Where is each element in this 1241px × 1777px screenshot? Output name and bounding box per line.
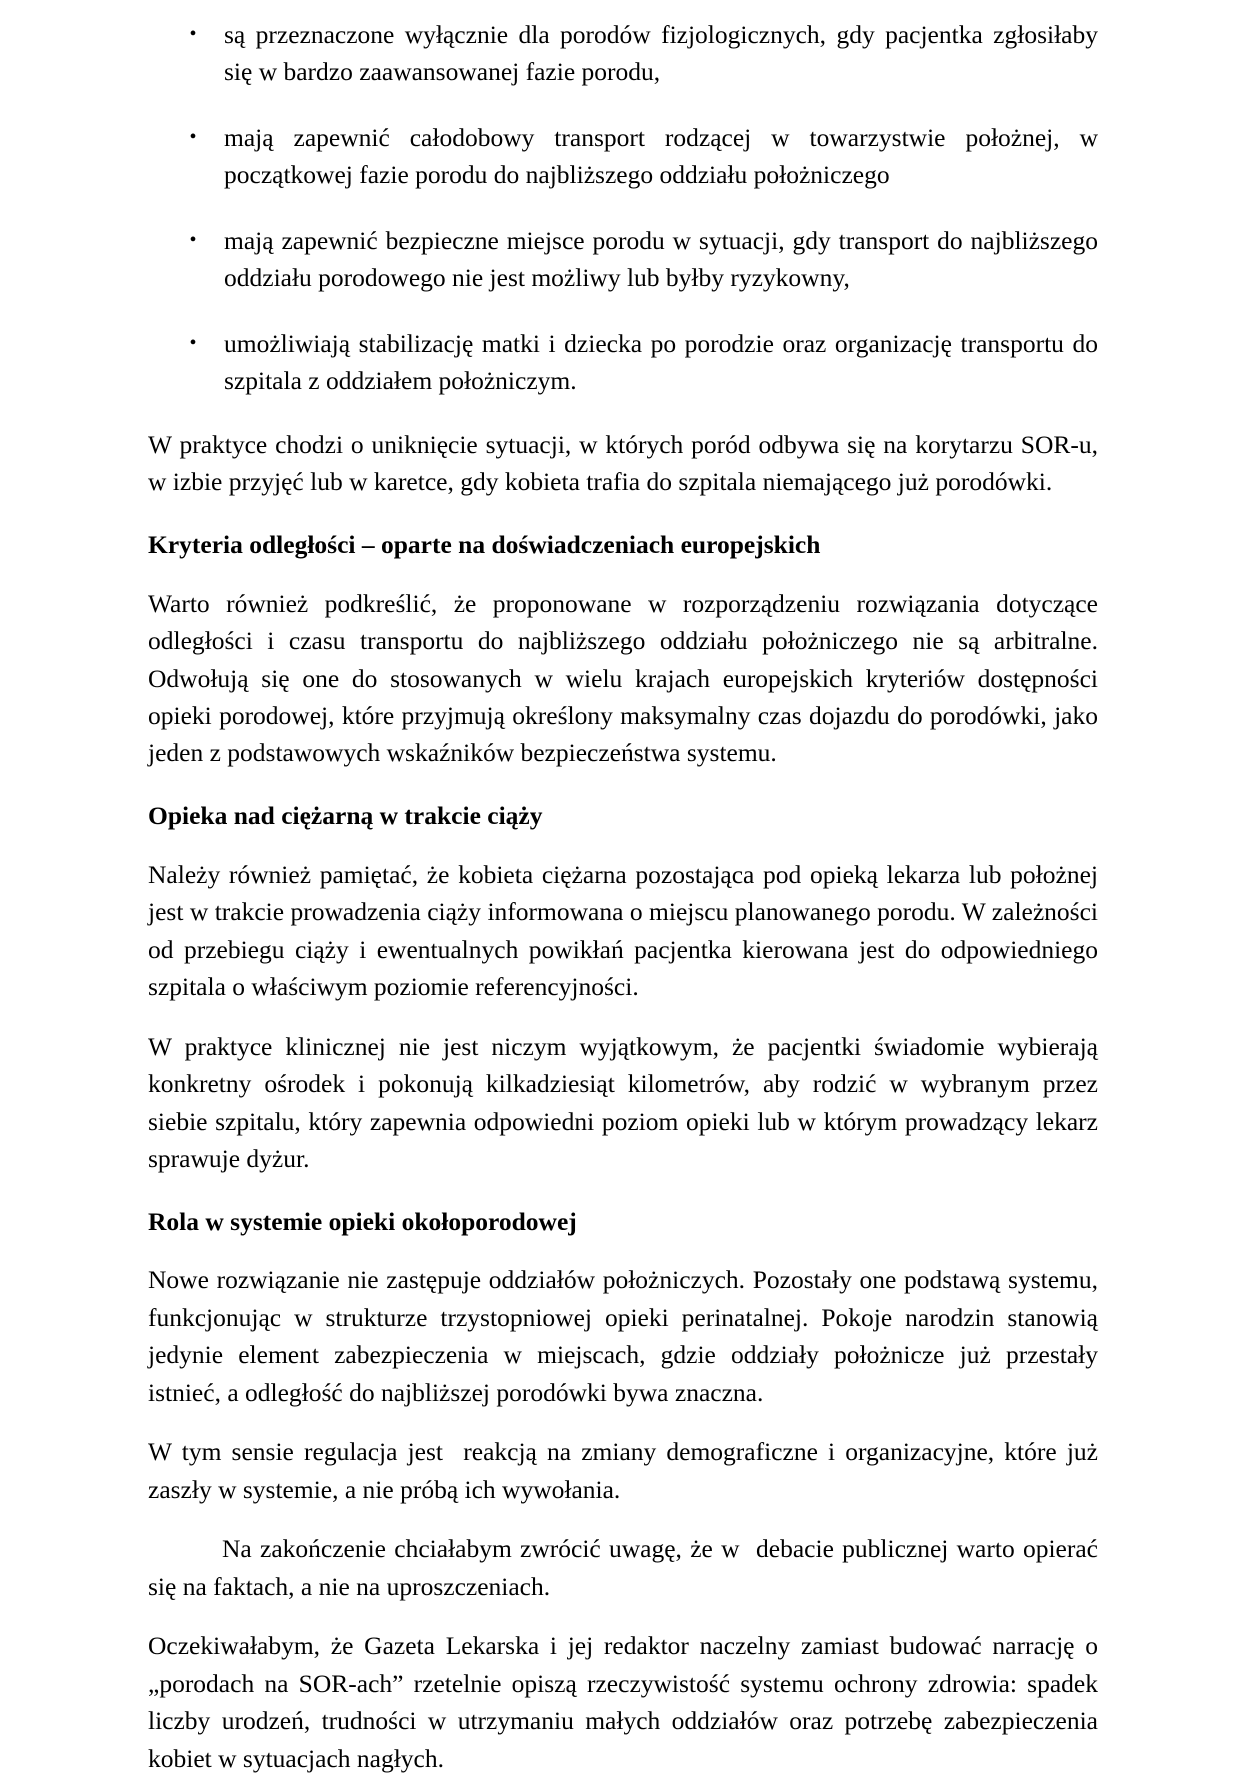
bullet-point-icon: •	[189, 23, 197, 45]
paragraph-new-solution: Nowe rozwiązanie nie zastępuje oddziałów położniczych. Pozostały one podstawą systemu, funkcjonując w strukturze trzystopniowej opieki perinatalnej. Pokoje narodzin stanowią jedynie element zabezpieczenia w miejscach, gdzie oddziały położnicze już przestały istnieć, a odległość do najbliższej porodówki bywa znaczna.	[148, 1265, 1105, 1407]
requirements-bullet-list	[148, 16, 1098, 400]
paragraph-closing-remark: Na zakończenie chciałabym zwrócić uwagę, że w debacie publicznej warto opierać się na faktach, a nie na uproszczeniach.	[148, 1534, 1105, 1601]
bullet-point-icon: •	[189, 125, 197, 148]
bullet-point-icon: •	[189, 228, 197, 251]
list-item-text: mają zapewnić całodobowy transport rodzącej w towarzystwie położnej, w początkowej fazie porodu do najbliższego oddziału położniczego	[224, 122, 1098, 190]
paragraph-distance-criteria: Warto również podkreślić, że proponowane w rozporządzeniu rozwiązania dotyczące odległości i czasu transportu do najbliższego oddziału położniczego nie są arbitralne. Odwołują się one do stosowanych w wielu krajach europejskich kryteriów dostępności opieki porodowej, które przyjmują określony maksymalny czas dojazdu do porodówki, jako jeden z podstawowych wskaźników bezpieczeństwa systemu.	[148, 588, 1105, 768]
paragraph-pregnancy-care-info: Należy również pamiętać, że kobieta ciężarna pozostająca pod opieką lekarza lub położnej jest w trakcie prowadzenia ciąży informowana o miejscu planowanego porodu. W zależności od przebiegu ciąży i ewentualnych powikłań pacjentka kierowana jest do odpowiedniego szpitala o właściwym poziomie referencyjności.	[148, 859, 1105, 1002]
list-item	[148, 16, 1098, 91]
paragraph-regulation-reaction: W tym sensie regulacja jest reakcją na zmiany demograficzne i organizacyjne, które już zaszły w systemie, a nie próbą ich wywołania.	[148, 1437, 1105, 1504]
list-item	[148, 222, 1098, 297]
paragraph-clinical-practice: W praktyce klinicznej nie jest niczym wyjątkowym, że pacjentki świadomie wybierają konkretny ośrodek i pokonują kilkadziesiąt kilometrów, aby rodzić w wybranym przez siebie szpitalu, który zapewnia odpowiedni poziom opieki lub w którym prowadzący lekarz sprawuje dyżur.	[148, 1031, 1105, 1174]
list-item-text: mają zapewnić bezpieczne miejsce porodu w sytuacji, gdy transport do najbliższego oddziału porodowego nie jest możliwy lub byłby ryzykowny,	[224, 225, 1098, 293]
list-item	[148, 325, 1098, 400]
list-item-text: są przeznaczone wyłącznie dla porodów fizjologicznych, gdy pacjentka zgłosiłaby się w bardzo zaawansowanej fazie porodu,	[224, 20, 1098, 87]
paragraph-practice-summary: W praktyce chodzi o uniknięcie sytuacji, w których poród odbywa się na korytarzu SOR-u, w izbie przyjęć lub w karetce, gdy kobieta trafia do szpitala niemającego już porodówki.	[148, 429, 1105, 497]
heading-pregnancy-care: Opieka nad ciężarną w trakcie ciąży	[148, 800, 543, 830]
list-item	[148, 119, 1098, 194]
heading-distance-criteria: Kryteria odległości – oparte na doświadczeniach europejskich	[148, 529, 821, 559]
list-item-text: umożliwiają stabilizację matki i dziecka po porodzie oraz organizację transportu do szpitala z oddziałem położniczym.	[224, 328, 1098, 396]
heading-role-in-system: Rola w systemie opieki okołoporodowej	[148, 1206, 577, 1236]
bullet-point-icon: •	[189, 331, 197, 354]
paragraph-expectation-gazeta: Oczekiwałabym, że Gazeta Lekarska i jej redaktor naczelny zamiast budować narrację o „porodach na SOR-ach” rzetelnie opiszą rzeczywistość systemu ochrony zdrowia: spadek liczby urodzeń, trudności w utrzymaniu małych oddziałów oraz potrzebę zabezpieczenia kobiet w sytuacjach nagłych.	[148, 1631, 1105, 1773]
